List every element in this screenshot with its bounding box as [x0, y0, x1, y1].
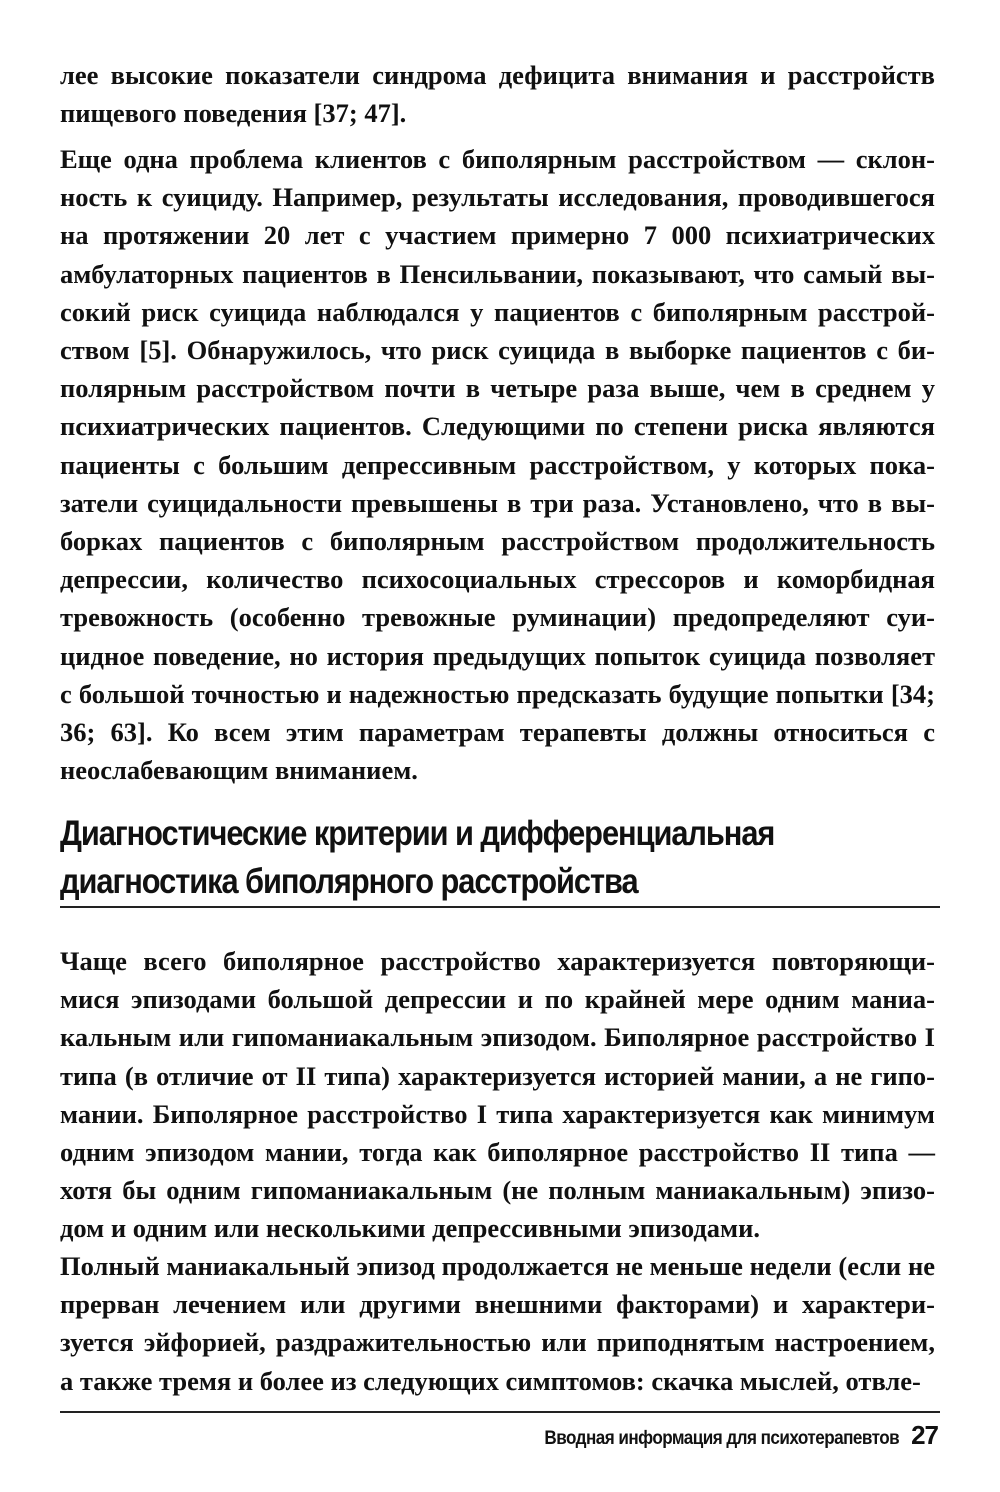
- page-number: 27: [911, 1420, 938, 1450]
- running-footer: [505, 1420, 938, 1451]
- footer-divider: [60, 1411, 940, 1413]
- paragraph-suicide-risk: Еще одна проблема клиентов с биполярным расстройством — склонность к суициду. Например, результаты исследования, проводившегося на протяжении 20 лет с участием примерно 7 000 психиатрических амбулаторных пациентов в Пенсильвании, показывают, что самый высокий риск суицида наблюдался у пациентов с биполярным расстройством [5]. Обнаружилось, что риск суицида в выборке пациентов с биполярным расстройством почти в четыре раза выше, чем в среднем у психиатрических пациентов. Следующими по степени риска являются пациенты с большим депрессивным расстройством, у которых показатели суицидальности превышены в три раза. Установлено, что в выборках пациентов с биполярным расстройством продолжительность депрессии, количество психосоциальных стрессоров и коморбидная тревожность (особенно тревожные руминации) предопределяют суицидное поведение, но история предыдущих попыток суицида позволяет с большой точностью и надежностью предсказать будущие попытки [34; 36; 63]. Ко всем этим параметрам терапевты должны относиться с неослабевающим вниманием.: [60, 144, 935, 786]
- paragraph-bipolar-types: Чаще всего биполярное расстройство характеризуется повторяющимися эпизодами большой депрессии и по крайней мере одним маниакальным или гипоманиакальным эпизодом. Биполярное расстройство I типа (в отличие от II типа) характеризуется историей мании, а не гипомании. Биполярное расстройство I типа характеризуется как минимум одним эпизодом мании, тогда как биполярное расстройство II типа — хотя бы одним гипоманиакальным (не полным маниакальным) эпизодом и одним или несколькими депрессивными эпизодами.: [60, 946, 935, 1244]
- paragraph-manic-episode: Полный маниакальный эпизод продолжается не меньше недели (если не прерван лечением или другими внешними факторами) и характеризуется эйфорией, раздражительностью или приподнятым настроением, а также тремя и более из следующих симптомов: скачка мыслей, отвле-: [60, 1251, 935, 1396]
- section-heading-line-2: диагностика биполярного расстройства: [60, 862, 638, 901]
- section-heading: [60, 810, 834, 906]
- paragraph-continuation: лее высокие показатели синдрома дефицита внимания и расстройств пищевого поведения [37; 47].: [60, 60, 935, 129]
- section-heading-line-1: Диагностические критерии и дифференциальная: [60, 814, 775, 853]
- heading-divider: [60, 906, 940, 908]
- footer-book-title: Вводная информация для психотерапевтов: [544, 1428, 900, 1449]
